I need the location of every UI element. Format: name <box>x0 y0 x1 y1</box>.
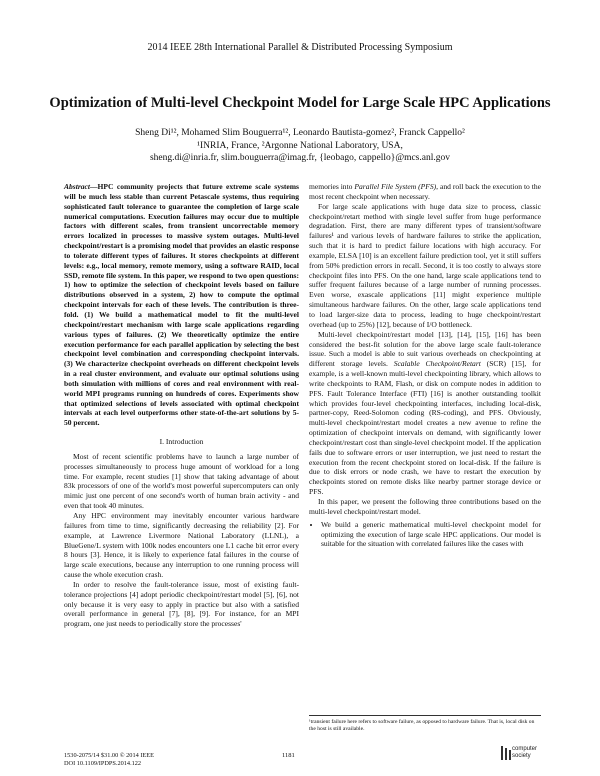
footer-doi: DOI 10.1109/IPDPS.2014.122 <box>64 760 142 767</box>
logo-text-line-2: society <box>512 752 531 759</box>
footnote: ¹transient failure here refers to software failure, as opposed to hardware failure. That is, local disk on the host is still available. <box>309 715 541 733</box>
left-column <box>64 182 299 629</box>
author-block <box>20 127 580 165</box>
right-column <box>309 182 541 549</box>
computer-society-icon <box>500 744 512 764</box>
intro-paragraph-3: In order to resolve the fault-tolerance issue, most of existing fault-tolerance projections [4] adopt periodic checkpoint/restart model [5], [6], not only because it is very easy to apply in practice but also with a satisfied overall performance in general [7], [8], [9]. For instance, for an MPI program, one just needs to periodically store the processes' <box>64 579 299 629</box>
conference-header: 2014 IEEE 28th International Parallel & Distributed Processing Symposium <box>147 42 453 53</box>
authors-line: Sheng Di¹², Mohamed Slim Bouguerra¹², Leonardo Bautista-gomez², Franck Cappello² <box>135 128 465 138</box>
footer-copyright <box>64 752 154 768</box>
list-item: • We build a generic mathematical multi-level checkpoint model for optimizing the execution of large scale HPC applications. Our model is suitable for the situation with correlated failures like the cases with <box>321 520 541 550</box>
logo-text <box>512 746 537 759</box>
scr-term: Scalable Checkpoint/Retart <box>393 359 481 369</box>
paper-title: Optimization of Multi-level Checkpoint Model for Large Scale HPC Applications <box>49 95 551 111</box>
intro-paragraph-1: Most of recent scientific problems have to launch a large number of processes simultaneously to process huge amount of workload for a long time. For example, recent studies [1] show that taking advantage of about 83k processors of one of the world's most powerful supercomputers can only mimic just one percent of one second's worth of human brain activity - and even that took 40 minutes. <box>64 451 299 511</box>
right-paragraph-3 <box>309 330 541 497</box>
r1-text-c: , and roll back the execution to the most recent checkpoint when necessary. <box>309 182 541 201</box>
right-paragraph-2: For large scale applications with huge data size to process, classic checkpoint/retart method with single level suffer from huge performance degradation. First, there are many different types of transient/software failures¹ and various levels of hardware failures to strike the application, such that it is hard to predict failure locations with high accuracy. For example, ELSA [10] is an excellent failure prediction tool, yet it still suffers from 50% prediction errors in recall. Second, it is too costly to always store checkpoint files into PFS. On the one hand, large scale applications tend to suffer frequent failures because of a large number of running processes. Even worse, exascale applications [11] might experience multiple simultaneous hardware failures. On the other, large scale applications tend to load larger-size data to process, leading to huge checkpoint/restart overhead (up to 25%) [12], because of I/O bottleneck. <box>309 201 541 329</box>
emails-line: sheng.di@inria.fr, slim.bouguerra@imag.fr, {leobago, cappello}@mcs.anl.gov <box>149 153 450 163</box>
footer-issn: 1530-2075/14 $31.00 © 2014 IEEE <box>64 752 154 759</box>
affiliation-line: ¹INRIA, France, ²Argonne National Laboratory, USA, <box>197 140 403 151</box>
section-heading-introduction: I. Introduction <box>159 437 204 447</box>
right-paragraph-1 <box>309 182 541 202</box>
intro-paragraph-2: Any HPC environment may inevitably encounter various hardware failures from time to time, significantly decreasing the reliability [2]. For example, at Lawrence Livermore National Laboratory (LLNL), a BlueGene/L system with 100k nodes encounters one L1 cache bit error every 8 hours [3]. Hence, it is likely to experience fatal failures in the course of large scale executions, because any interruption to one running process will cause the whole execution crash. <box>64 511 299 580</box>
r3-text-c: (SCR) [15], for example, is a well-known multi-level checkpointing library, which allows to write checkpoints to RAM, Flash, or disk on compute nodes in addition to PFS. Fault Tolerance Interface (FTI) [16] is another outstanding toolkit which provides four-level checkpointing interfaces, including local-disk, partner-copy, Reed-Solomon coding (RS-coding), and PFS. Obviously, multi-level checkpoint/restart model creates a new avenue to refine the optimization of checkpoint intervals on demand, with significantly lower checkpoint/restart cost than single-level checkpoint model. If the application fails due to software errors or user interruption, we just need to restart the execution from the recent checkpoint stored on local-disk. If the failure is due to disk errors or node crash, we have to restart the execution by checkpoints stored on remote disks like nearby partner storage device or PFS. <box>309 359 541 497</box>
logo-text-line-1: computer <box>512 746 538 752</box>
contribution-list <box>309 520 541 550</box>
pfs-term: Parallel File System (PFS) <box>354 182 437 191</box>
abstract-label: Abstract <box>64 182 90 191</box>
r3-text-a: Multi-level checkpoint/restart model [13], [14], [15], [16] has been considered the best-fit solution for the above large scale fault-tolerance issue. Such a model is able to suit various overheads on checkpointing at different storage levels. <box>309 329 541 369</box>
right-paragraph-4: In this paper, we present the following three contributions based on the multi-level checkpoint/restart model. <box>309 497 541 516</box>
r1-text-a: memories into <box>309 182 355 191</box>
abstract-text: —HPC community projects that future extreme scale systems will be much less stable than current Petascale systems, thus requiring sophisticated fault tolerance to guarantee the completion of large scale numerical computations. Execution failures may occur due to multiple factors with different scales, from transient uncorrectable memory errors localized in processes to massive system outages. Multi-level checkpoint/restart is a promising model that provides an elastic response to tolerate different types of failures. It stores checkpoints at different levels: e.g., local memory, remote memory, using a software RAID, local SSD, remote file system. In this paper, we respond to two open questions: 1) how to optimize the selection of checkpoint levels based on failure distributions observed in a system, 2) how to compute the optimal checkpoint intervals for each of these levels. The contribution is three-fold. (1) We build a mathematical model to fit the multi-level checkpoint/restart mechanism with large scale applications regarding various types of failures. (2) We theoretically optimize the entire execution performance for each parallel application by selecting the best checkpoint level combination and corresponding checkpoint intervals. (3) We characterize checkpoint overheads on different checkpoint levels in a real cluster environment, and evaluate our optimal solutions using both simulation with millions of cores and real environment with real-world MPI programs running on hundreds of cores. Experiments show that optimized selections of levels associated with optimal checkpoint intervals at each level outperforms other state-of-the-art solutions by 5-50 percent. <box>64 182 299 428</box>
abstract <box>64 182 299 428</box>
page-number: 1181 <box>282 752 295 759</box>
computer-society-logo <box>500 744 540 766</box>
